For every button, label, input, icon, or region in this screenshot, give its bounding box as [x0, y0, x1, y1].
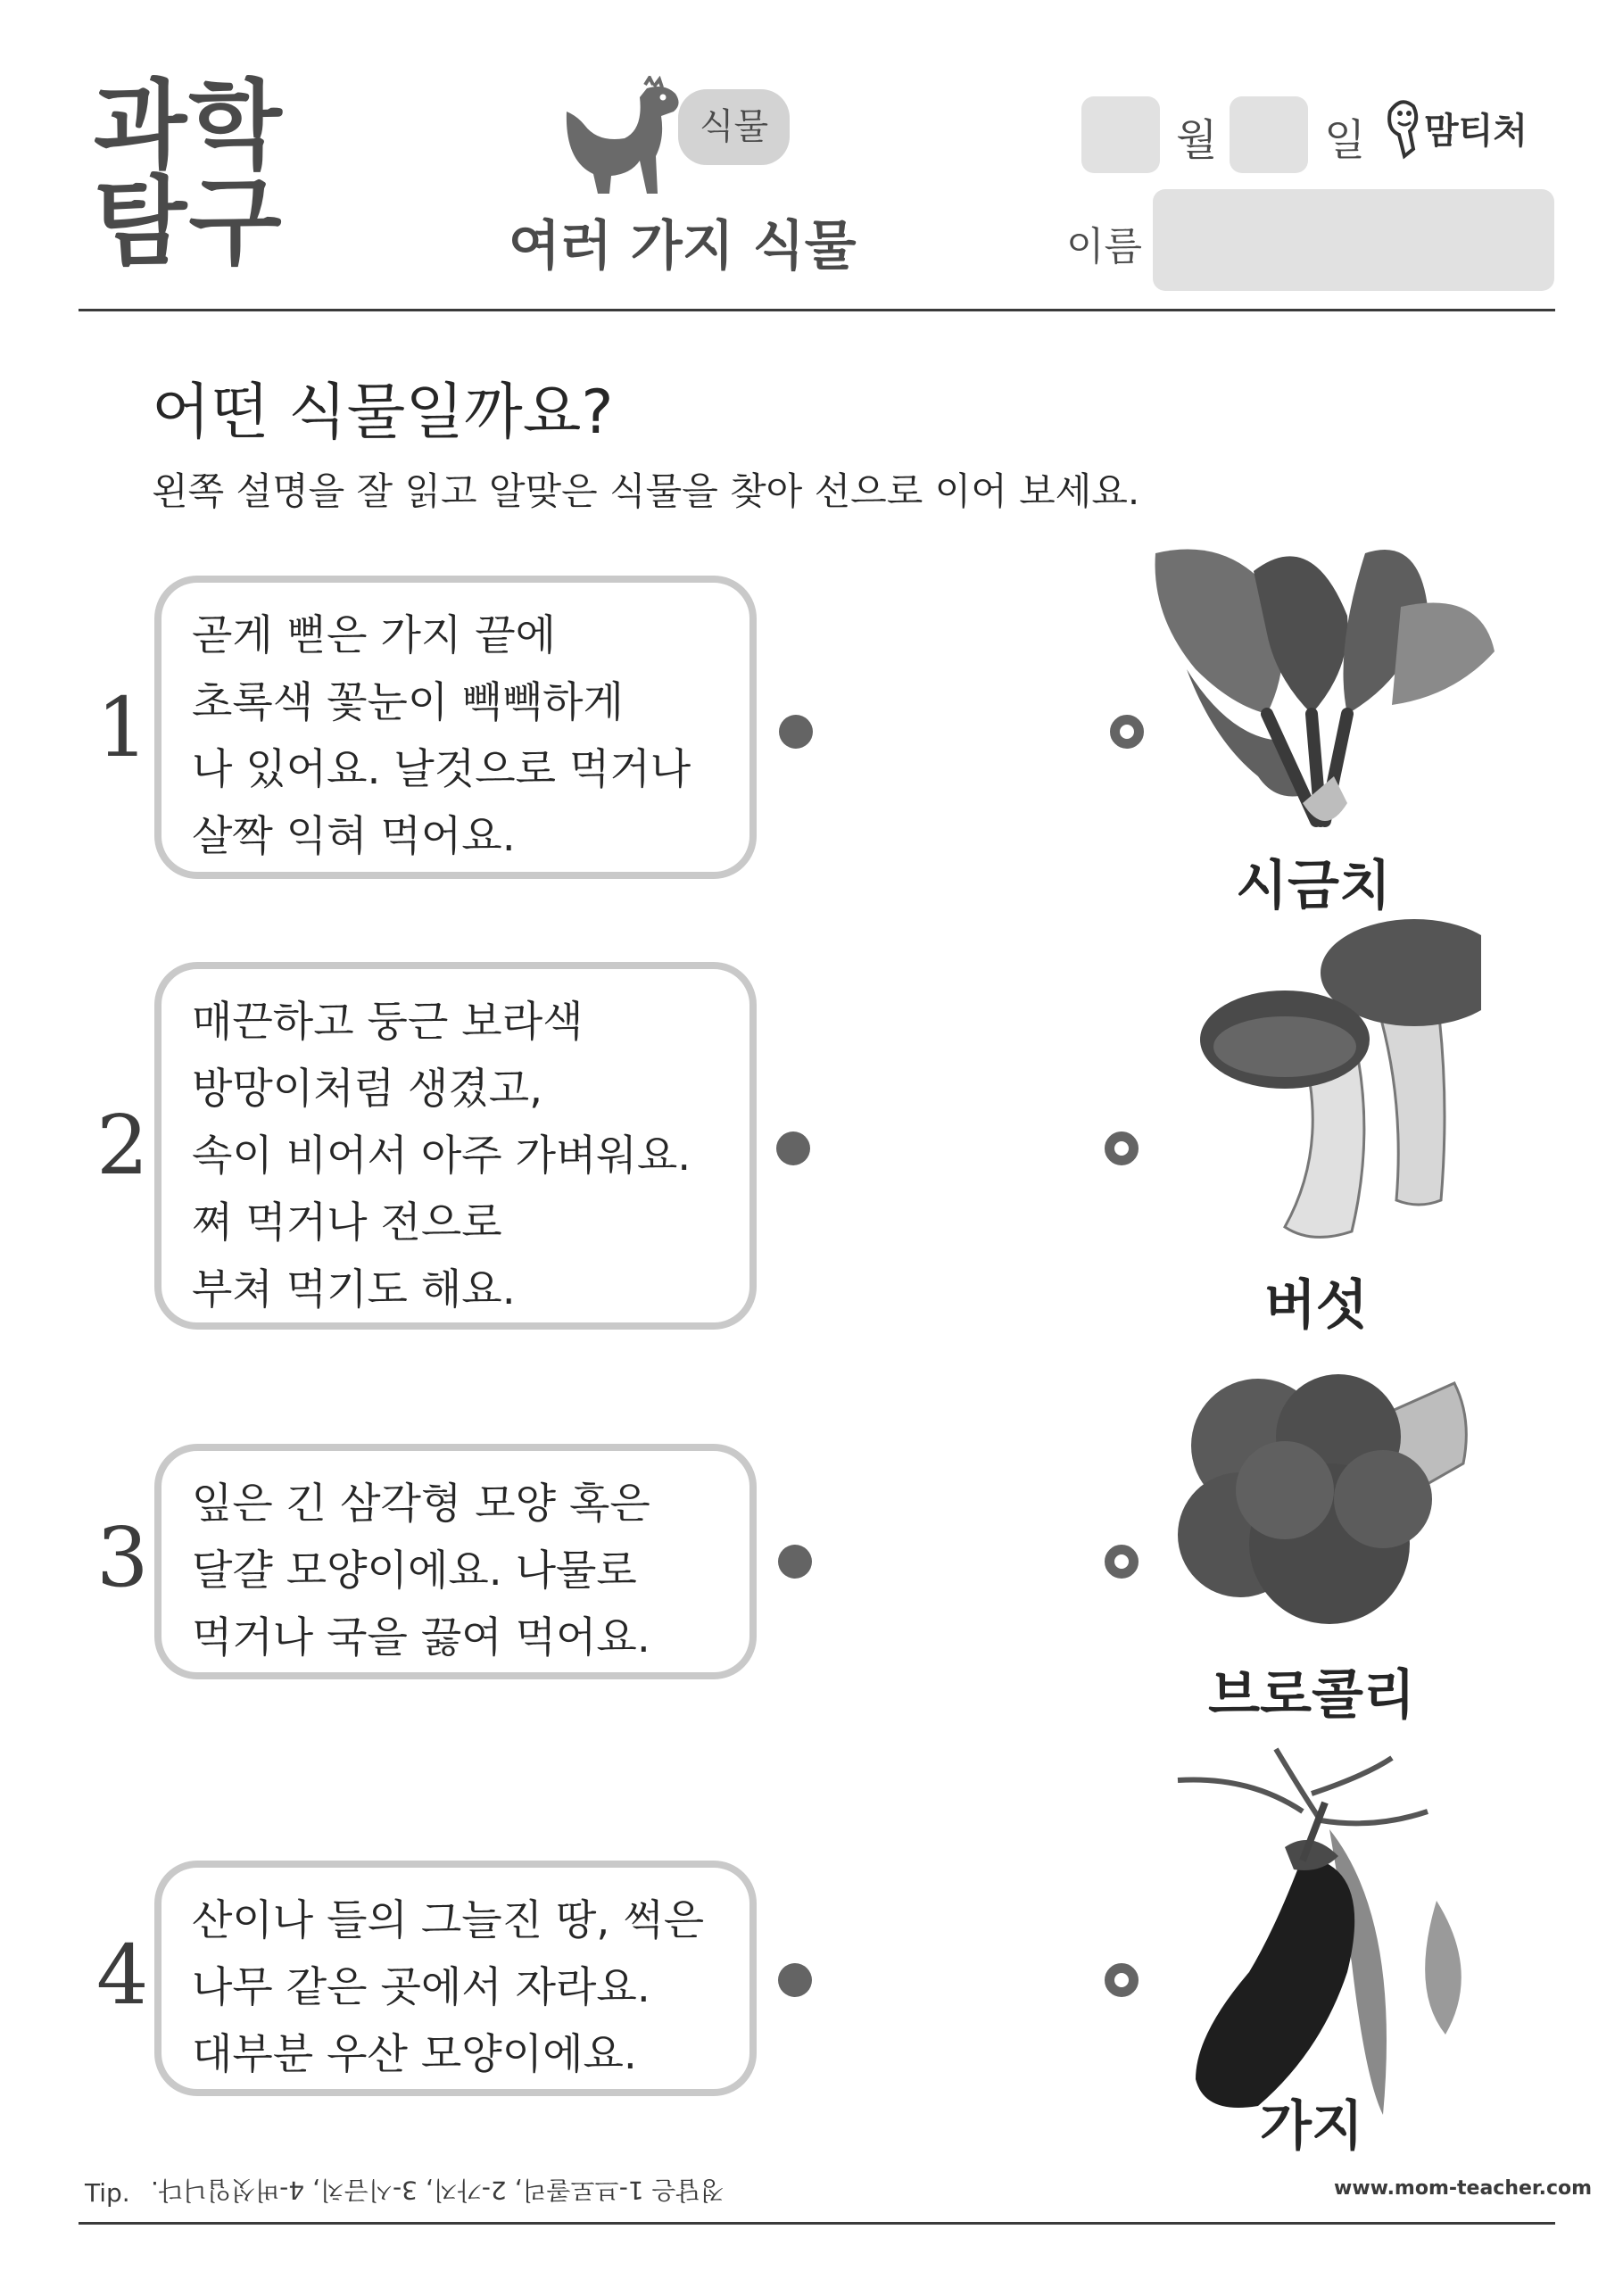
- eggplant-image: [1169, 1740, 1490, 2115]
- connect-dot-left-3[interactable]: [778, 1545, 812, 1579]
- tip-answer: 정답은 1-브로콜리, 2-가지, 3-시금치, 4-버섯입니다.: [150, 2176, 725, 2205]
- description-line: 매끈하고 둥근 보라색: [192, 998, 584, 1047]
- question-instruction: 왼쪽 설명을 잘 읽고 알맞은 식물을 찾아 선으로 이어 보세요.: [152, 469, 1140, 513]
- mom-teacher-logo: [1383, 94, 1561, 165]
- connect-dot-right-4[interactable]: [1105, 1963, 1139, 1997]
- month-input[interactable]: [1081, 96, 1160, 173]
- plant-label-3: 브로콜리: [1208, 1664, 1415, 1727]
- dinosaur-icon: [558, 76, 691, 196]
- day-label: 일: [1324, 115, 1366, 165]
- connect-dot-left-2[interactable]: [776, 1131, 810, 1165]
- row-number: 2: [96, 1098, 149, 1193]
- plant-label-1: 시금치: [1236, 855, 1391, 917]
- connect-dot-left-4[interactable]: [778, 1963, 812, 1997]
- description-line: 달걀 모양이에요. 나물로: [192, 1546, 637, 1596]
- description-card-1: [154, 576, 757, 879]
- connect-dot-right-3[interactable]: [1105, 1545, 1139, 1579]
- connect-dot-left-1[interactable]: [779, 715, 813, 749]
- header-divider: [79, 309, 1555, 311]
- logo-text: 맘티처: [1424, 111, 1528, 152]
- description-card-4: [154, 1861, 757, 2096]
- row-number: 3: [96, 1510, 149, 1605]
- description-line: 초록색 꽃눈이 빽빽하게: [192, 678, 624, 727]
- tip: [85, 2174, 724, 2209]
- sheet-title: 여러 가지 식물: [509, 215, 857, 278]
- name-input[interactable]: [1153, 189, 1554, 291]
- description-line: 나무 같은 곳에서 자라요.: [192, 1963, 650, 2012]
- row-number: 4: [96, 1927, 149, 2023]
- spinach-image: [1133, 535, 1508, 839]
- description-line: 방망이처럼 생겼고,: [192, 1065, 543, 1114]
- site-url: www.mom-teacher.com: [1334, 2177, 1593, 2200]
- description-line: 대부분 우산 모양이에요.: [192, 2030, 637, 2079]
- description-line: 먹거나 국을 끓여 먹어요.: [192, 1613, 650, 1662]
- description-card-3: [154, 1444, 757, 1679]
- day-input[interactable]: [1230, 96, 1308, 173]
- tip-label: Tip.: [85, 2178, 130, 2208]
- description-line: 곧게 뻗은 가지 끝에: [192, 611, 557, 660]
- plant-label-4: 가지: [1260, 2095, 1363, 2158]
- connect-dot-right-2[interactable]: [1105, 1131, 1139, 1165]
- footer-divider: [79, 2222, 1555, 2225]
- description-card-2: [154, 962, 757, 1330]
- description-line: 속이 비어서 아주 가벼워요.: [192, 1131, 691, 1181]
- description-line: 나 있어요. 날것으로 먹거나: [192, 745, 691, 794]
- broccoli-image: [1178, 1365, 1481, 1651]
- name-label: 이름: [1066, 224, 1143, 269]
- description-line: 잎은 긴 삼각형 모양 혹은: [192, 1480, 650, 1529]
- month-label: 월: [1176, 115, 1218, 165]
- subject-badge: 식물: [678, 89, 790, 165]
- description-line: 산이나 들의 그늘진 땅, 썩은: [192, 1896, 705, 1945]
- question-title: 어떤 식물일까요?: [152, 377, 614, 448]
- mushroom-image: [1196, 915, 1481, 1258]
- brand-logo: 과학 탐구: [94, 70, 284, 278]
- row-number: 1: [96, 680, 149, 775]
- description-line: 부쳐 먹기도 해요.: [192, 1265, 516, 1314]
- description-line: 쪄 먹거나 전으로: [192, 1198, 502, 1247]
- description-line: 살짝 익혀 먹어요.: [192, 812, 516, 861]
- plant-label-2: 버섯: [1264, 1274, 1368, 1337]
